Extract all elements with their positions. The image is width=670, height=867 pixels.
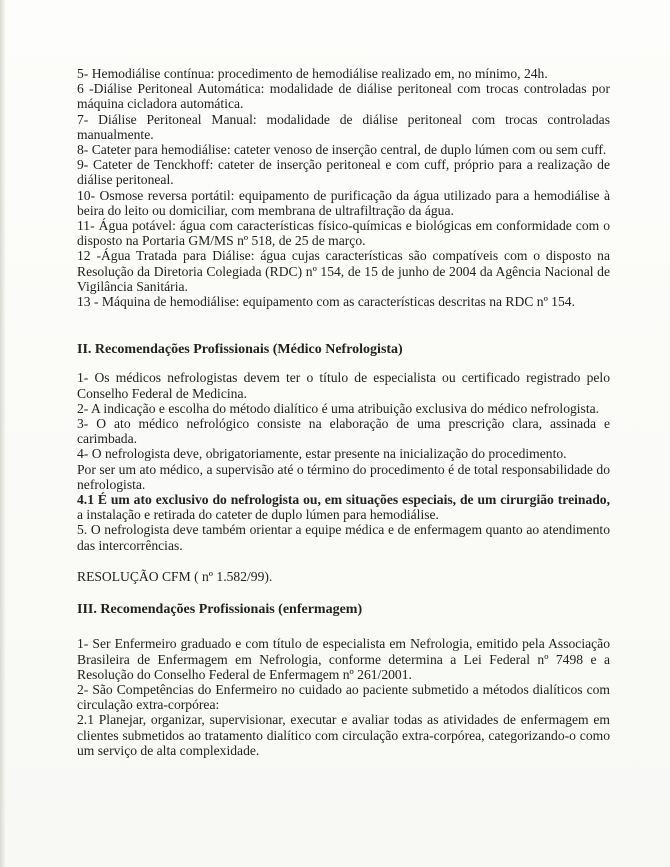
section-2-supervision: Por ser um ato médico, a supervisão até o término do procedimento é de total responsabilidade do nefrologista. [77,461,610,492]
definition-13: 13 - Máquina de hemodiálise: equipamento com as características descritas na RDC nº 154. [77,294,575,310]
section-2-item-3: 3- O ato médico nefrológico consiste na elaboração de uma prescrição clara, assinada e carimbada. [77,416,610,447]
definitions-list [77,66,610,309]
definition-8: 8- Cateter para hemodiálise: cateter venoso de inserção central, de duplo lúmen com ou sem cuff. [77,142,607,158]
resolution-reference: RESOLUÇÃO CFM ( nº 1.582/99). [77,568,273,584]
definition-11: 11- Água potável: água com características físico-químicas e biológicas em conformidade com o disposto na Portaria GM/MS nº 518, de 25 de março. [77,218,610,249]
section-2-title: II. Recomendações Profissionais (Médico Nefrologista) [77,342,403,358]
section-3-body [77,636,610,758]
definition-9: 9- Cateter de Tenckhoff: cateter de inserção peritoneal e com cuff, próprio para a realização de diálise peritoneal. [77,157,610,188]
section-3-item-2-1: 2.1 Planejar, organizar, supervisionar, executar e avaliar todas as atividades de enfermagem em clientes submetidos ao tratamento dialítico com circulação extra-corpórea, categorizando-o como um serviço de alta complexidade. [77,712,610,758]
definition-7: 7- Diálise Peritoneal Manual: modalidade de diálise peritoneal com trocas controladas manualmente. [77,111,610,142]
definition-6: 6 -Diálise Peritoneal Automática: modalidade de diálise peritoneal com trocas controladas por máquina cicladora automática. [77,81,610,112]
item-4-1-text: a instalação e retirada do cateter de duplo lúmen para hemodiálise. [77,507,439,523]
definition-12: 12 -Água Tratada para Diálise: água cujas características são compatíveis com o disposto na Resolução da Diretoria Colegiada (RDC) nº 154, de 15 de junho de 2004 da Agência Nacional de Vigilância Sanitária. [77,248,610,294]
section-2-item-1: 1- Os médicos nefrologistas devem ter o título de especialista ou certificado registrado pelo Conselho Federal de Medicina. [77,370,610,401]
definition-5: 5- Hemodiálise contínua: procedimento de hemodiálise realizado em, no mínimo, 24h. [77,66,548,81]
definition-10: 10- Osmose reversa portátil: equipamento de purificação da água utilizado para a hemodiálise à beira do leito ou domiciliar, com membrana de ultrafiltração da água. [77,187,610,218]
section-2-item-5: 5. O nefrologista deve também orientar a equipe médica e de enfermagem quanto ao atendimento das intercorrências. [77,522,610,553]
item-4-1-bold-text: 4.1 É um ato exclusivo do nefrologista ou, em situações especiais, de um cirurgião treinado, [77,492,610,508]
section-2-item-2: 2- A indicação e escolha do método dialítico é uma atribuição exclusiva do médico nefrologista. [77,400,600,416]
section-3-item-1: 1- Ser Enfermeiro graduado e com título de especialista em Nefrologia, emitido pela Associação Brasileira de Enfermagem em Nefrologia, conforme determina a Lei Federal nº 7498 e a Resolução do Conselho Federal de Enfermagem nº 261/2001. [77,636,610,682]
section-3-title: III. Recomendações Profissionais (enfermagem) [77,602,363,618]
section-2-item-4-1 [77,492,610,522]
section-2-body [77,370,610,584]
section-2-item-4: 4- O nefrologista deve, obrigatoriamente, estar presente na inicialização do procedimento. [77,446,567,462]
section-3-item-2: 2- São Competências do Enfermeiro no cuidado ao paciente submetido a métodos dialíticos com circulação extra-corpórea: [77,681,610,713]
